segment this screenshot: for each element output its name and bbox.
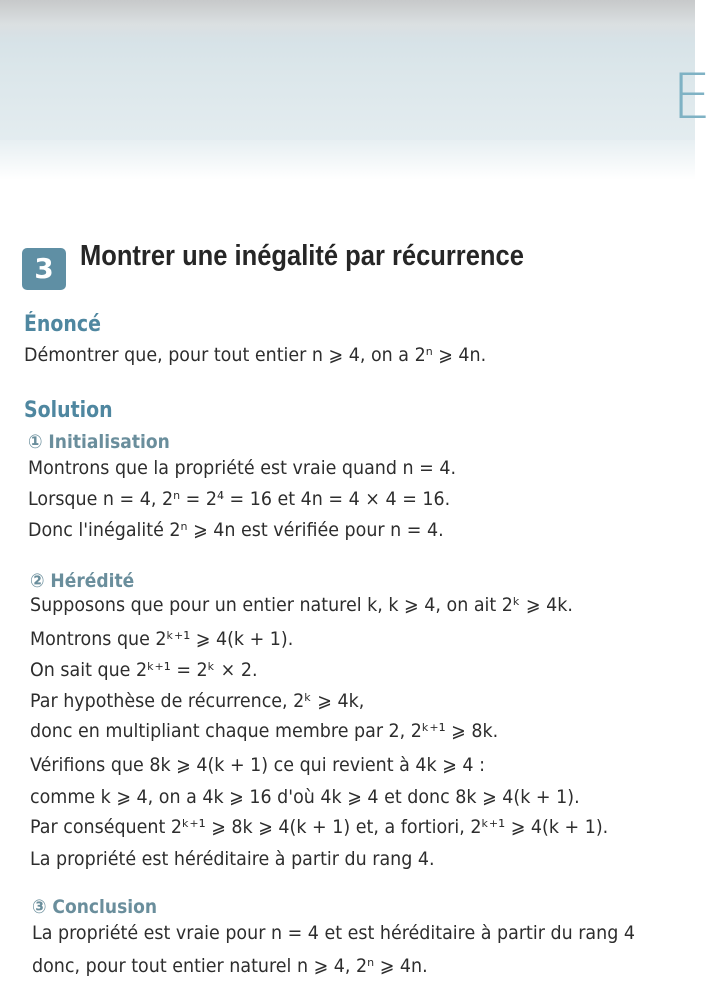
conclusion-line: La propriété est vraie pour n = 4 et est héréditaire à partir du rang 4 xyxy=(32,922,635,944)
initialisation-heading: ① Initialisation xyxy=(28,431,170,453)
enonce-text: Démontrer que, pour tout entier n ⩾ 4, on a 2ⁿ ⩾ 4n. xyxy=(24,344,487,366)
heredite-line: Par conséquent 2ᵏ⁺¹ ⩾ 8k ⩾ 4(k + 1) et, a fortiori, 2ᵏ⁺¹ ⩾ 4(k + 1). xyxy=(30,816,609,838)
solution-heading: Solution xyxy=(24,398,113,423)
heredite-line: comme k ⩾ 4, on a 4k ⩾ 16 d'où 4k ⩾ 4 et donc 8k ⩾ 4(k + 1). xyxy=(30,786,580,808)
corner-letter: E xyxy=(672,60,711,133)
heredite-line: La propriété est héréditaire à partir du rang 4. xyxy=(30,848,435,870)
band-fade xyxy=(0,140,695,180)
heredite-line: Supposons que pour un entier naturel k, k ⩾ 4, on ait 2ᵏ ⩾ 4k. xyxy=(30,594,573,616)
conclusion-heading: ③ Conclusion xyxy=(32,896,158,918)
conclusion-line: donc, pour tout entier naturel n ⩾ 4, 2ⁿ ⩾ 4n. xyxy=(32,955,428,977)
page-top-edge xyxy=(0,0,695,42)
heredite-line: donc en multipliant chaque membre par 2, 2ᵏ⁺¹ ⩾ 8k. xyxy=(30,720,499,742)
heredite-line: Par hypothèse de récurrence, 2ᵏ ⩾ 4k, xyxy=(30,690,365,712)
heredite-line: Montrons que 2ᵏ⁺¹ ⩾ 4(k + 1). xyxy=(30,628,294,650)
enonce-heading: Énoncé xyxy=(24,312,101,337)
section-title: Montrer une inégalité par récurrence xyxy=(80,240,524,272)
heredite-heading: ② Hérédité xyxy=(30,570,135,592)
initialisation-line: Donc l'inégalité 2ⁿ ⩾ 4n est vérifiée pour n = 4. xyxy=(28,519,444,541)
initialisation-line: Montrons que la propriété est vraie quand n = 4. xyxy=(28,457,457,479)
initialisation-line: Lorsque n = 4, 2ⁿ = 2⁴ = 16 et 4n = 4 × 4 = 16. xyxy=(28,488,451,510)
heredite-line: On sait que 2ᵏ⁺¹ = 2ᵏ × 2. xyxy=(30,659,258,681)
section-number-badge: 3 xyxy=(22,248,66,290)
heredite-line: Vérifions que 8k ⩾ 4(k + 1) ce qui revient à 4k ⩾ 4 : xyxy=(30,754,486,776)
